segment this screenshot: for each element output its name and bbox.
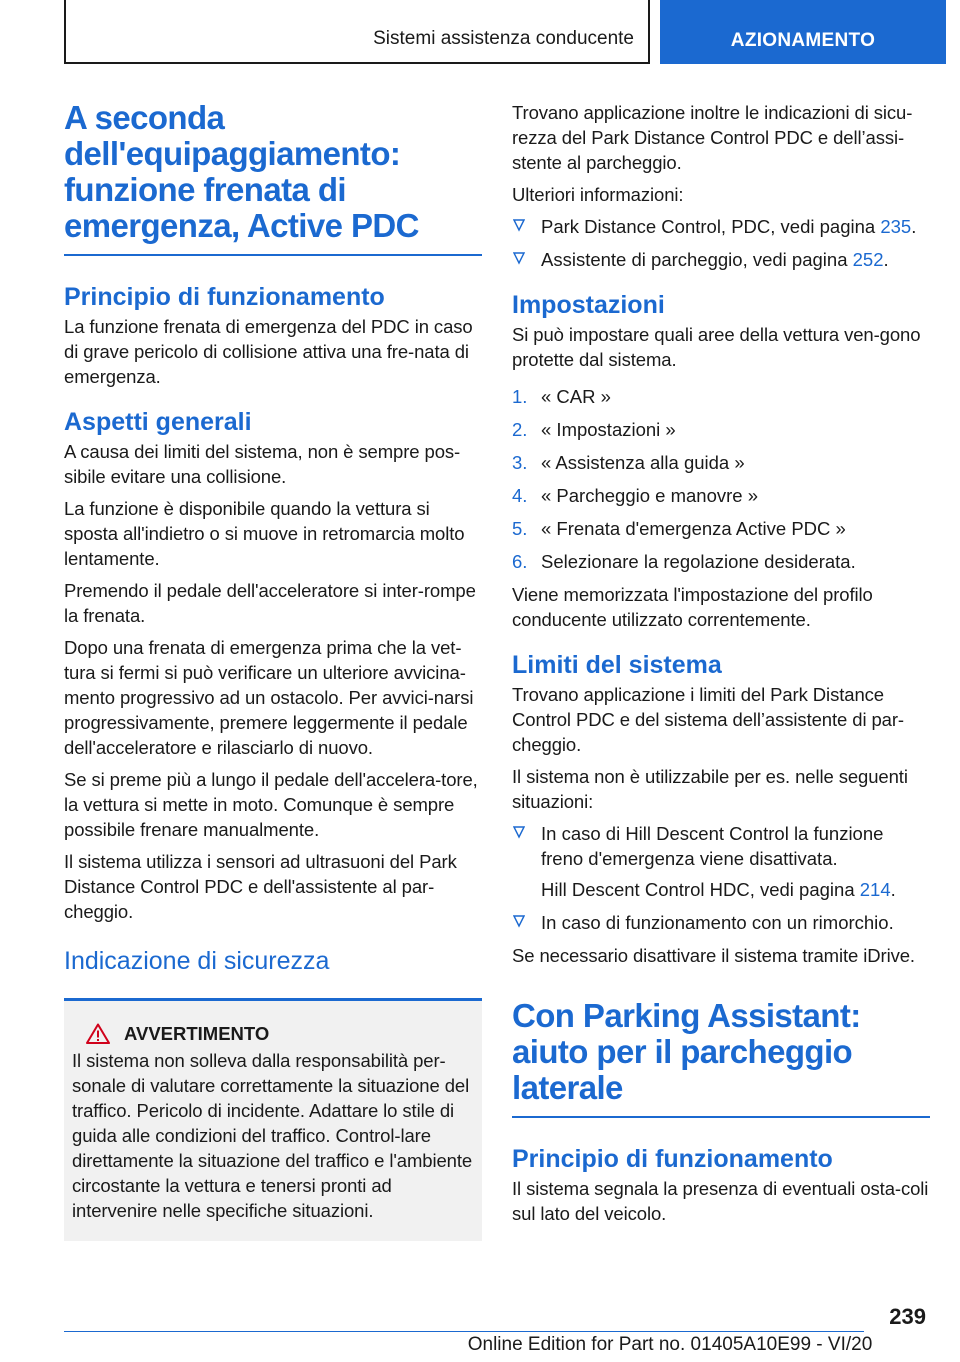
paragraph: A causa dei limiti del sistema, non è sempre pos-sibile evitare una collisione. xyxy=(64,441,461,487)
step-item: 6. Selezionare la regolazione desiderata. xyxy=(512,551,856,572)
warning-triangle-icon xyxy=(86,1023,110,1044)
page-link-252[interactable]: 252 xyxy=(852,249,884,270)
left-column xyxy=(64,100,482,1241)
paragraph: Se si preme più a lungo il pedale dell'accelera-tore, la vettura si mette in moto. Comunque è sempre possibile frenare manualmente. xyxy=(64,769,478,840)
warning-text: Il sistema non solleva dalla responsabilità per-sonale di valutare correttamente la situazione del traffico. Pericolo di incidente. Adattare lo stile di guida alle condizioni del traffico. Control-lare direttamente la situazione del traffico e l'ambiente circostante la vettura e tenersi pronti ad intervenire nelle specifiche situazioni. xyxy=(72,1050,473,1221)
paragraph: Se necessario disattivare il sistema tramite iDrive. xyxy=(512,945,915,966)
list-item: In caso di Hill Descent Control la funzione freno d'emergenza viene disattivata. Hill Descent Control HDC, vedi pagina 214. xyxy=(512,821,930,902)
page-link-214[interactable]: 214 xyxy=(859,879,891,900)
footer-rule xyxy=(64,1331,864,1332)
step-item: 2. « Impostazioni » xyxy=(512,419,676,440)
header-section-box xyxy=(64,0,650,64)
settings-steps xyxy=(512,384,930,574)
section-heading-settings: Impostazioni xyxy=(512,291,665,319)
bullet-triangle-icon xyxy=(513,826,525,839)
list-item: Park Distance Control, PDC, vedi pagina 235. xyxy=(512,214,930,239)
paragraph: La funzione è disponibile quando la vettura si sposta all'indietro o si muove in retromarcia molto lentamente. xyxy=(64,498,465,569)
step-item: 4. « Parcheggio e manovre » xyxy=(512,485,758,506)
paragraph: Ulteriori informazioni: xyxy=(512,184,684,205)
right-column xyxy=(512,100,930,1233)
warning-title: AVVERTIMENTO xyxy=(124,1023,270,1044)
warning-header xyxy=(72,1021,474,1046)
paragraph: Il sistema non è utilizzabile per es. nelle seguenti situazioni: xyxy=(512,766,908,812)
paragraph: Dopo una frenata di emergenza prima che la vet-tura si fermi si può verificare un ulteriore avvicina-mento progressivo ad un ostacolo. Per avvici-narsi progressivamente, premere leggermente il pedale dell'acceleratore e rilasciarlo di nuovo. xyxy=(64,637,474,758)
section-heading-safety: Indicazione di sicurezza xyxy=(64,947,330,975)
bullet-triangle-icon xyxy=(513,219,525,232)
paragraph: La funzione frenata di emergenza del PDC in caso di grave pericolo di collisione attiva una fre-nata di emergenza. xyxy=(64,316,473,387)
warning-box xyxy=(64,1001,482,1241)
paragraph: Viene memorizzata l'impostazione del profilo conducente utilizzato correntemente. xyxy=(512,584,873,630)
reference-list xyxy=(512,214,930,272)
header-chapter-label: AZIONAMENTO xyxy=(730,30,876,51)
limits-list xyxy=(512,821,930,935)
paragraph: Si può impostare quali aree della vettura ven-gono protette dal sistema. xyxy=(512,324,921,370)
section-heading-principle-2: Principio di funzionamento xyxy=(512,1145,833,1173)
list-subitem: Hill Descent Control HDC, vedi pagina 214. xyxy=(541,879,896,900)
paragraph: Trovano applicazione inoltre le indicazioni di sicu-rezza del Park Distance Control PDC e dell’assi-stente al parcheggio. xyxy=(512,102,913,173)
header-section-title: Sistemi assistenza conducente xyxy=(373,28,634,49)
page-link-235[interactable]: 235 xyxy=(880,216,912,237)
bullet-triangle-icon xyxy=(513,252,525,265)
paragraph: Il sistema utilizza i sensori ad ultrasuoni del Park Distance Control PDC e dell'assistente al par-cheggio. xyxy=(64,851,457,922)
footer-edition: Online Edition for Part no. 01405A10E99 - VI/20 xyxy=(467,1334,873,1355)
bullet-triangle-icon xyxy=(513,915,525,928)
step-item: 3. « Assistenza alla guida » xyxy=(512,452,745,473)
paragraph: Trovano applicazione i limiti del Park Distance Control PDC e del sistema dell’assistente di par-cheggio. xyxy=(512,684,904,755)
paragraph: Premendo il pedale dell'acceleratore si inter-rompe la frenata. xyxy=(64,580,476,626)
header-chapter-tab[interactable] xyxy=(660,0,946,64)
list-item: Assistente di parcheggio, vedi pagina 252. xyxy=(512,247,930,272)
list-item: In caso di funzionamento con un rimorchio. xyxy=(512,910,930,935)
section-heading-principle: Principio di funzionamento xyxy=(64,283,385,311)
section-heading-general: Aspetti generali xyxy=(64,408,252,436)
step-item: 1. « CAR » xyxy=(512,386,611,407)
section-title-parking-assistant: Con Parking Assistant: aiuto per il parcheggio laterale xyxy=(512,998,930,1118)
page-title: A seconda dell'equipaggiamento: funzione frenata di emergenza, Active PDC xyxy=(64,100,482,256)
paragraph: Il sistema segnala la presenza di eventuali osta-coli sul lato del veicolo. xyxy=(512,1178,929,1224)
section-heading-limits: Limiti del sistema xyxy=(512,651,722,679)
page-number: 239 xyxy=(889,1304,926,1329)
step-item: 5. « Frenata d'emergenza Active PDC » xyxy=(512,518,846,539)
